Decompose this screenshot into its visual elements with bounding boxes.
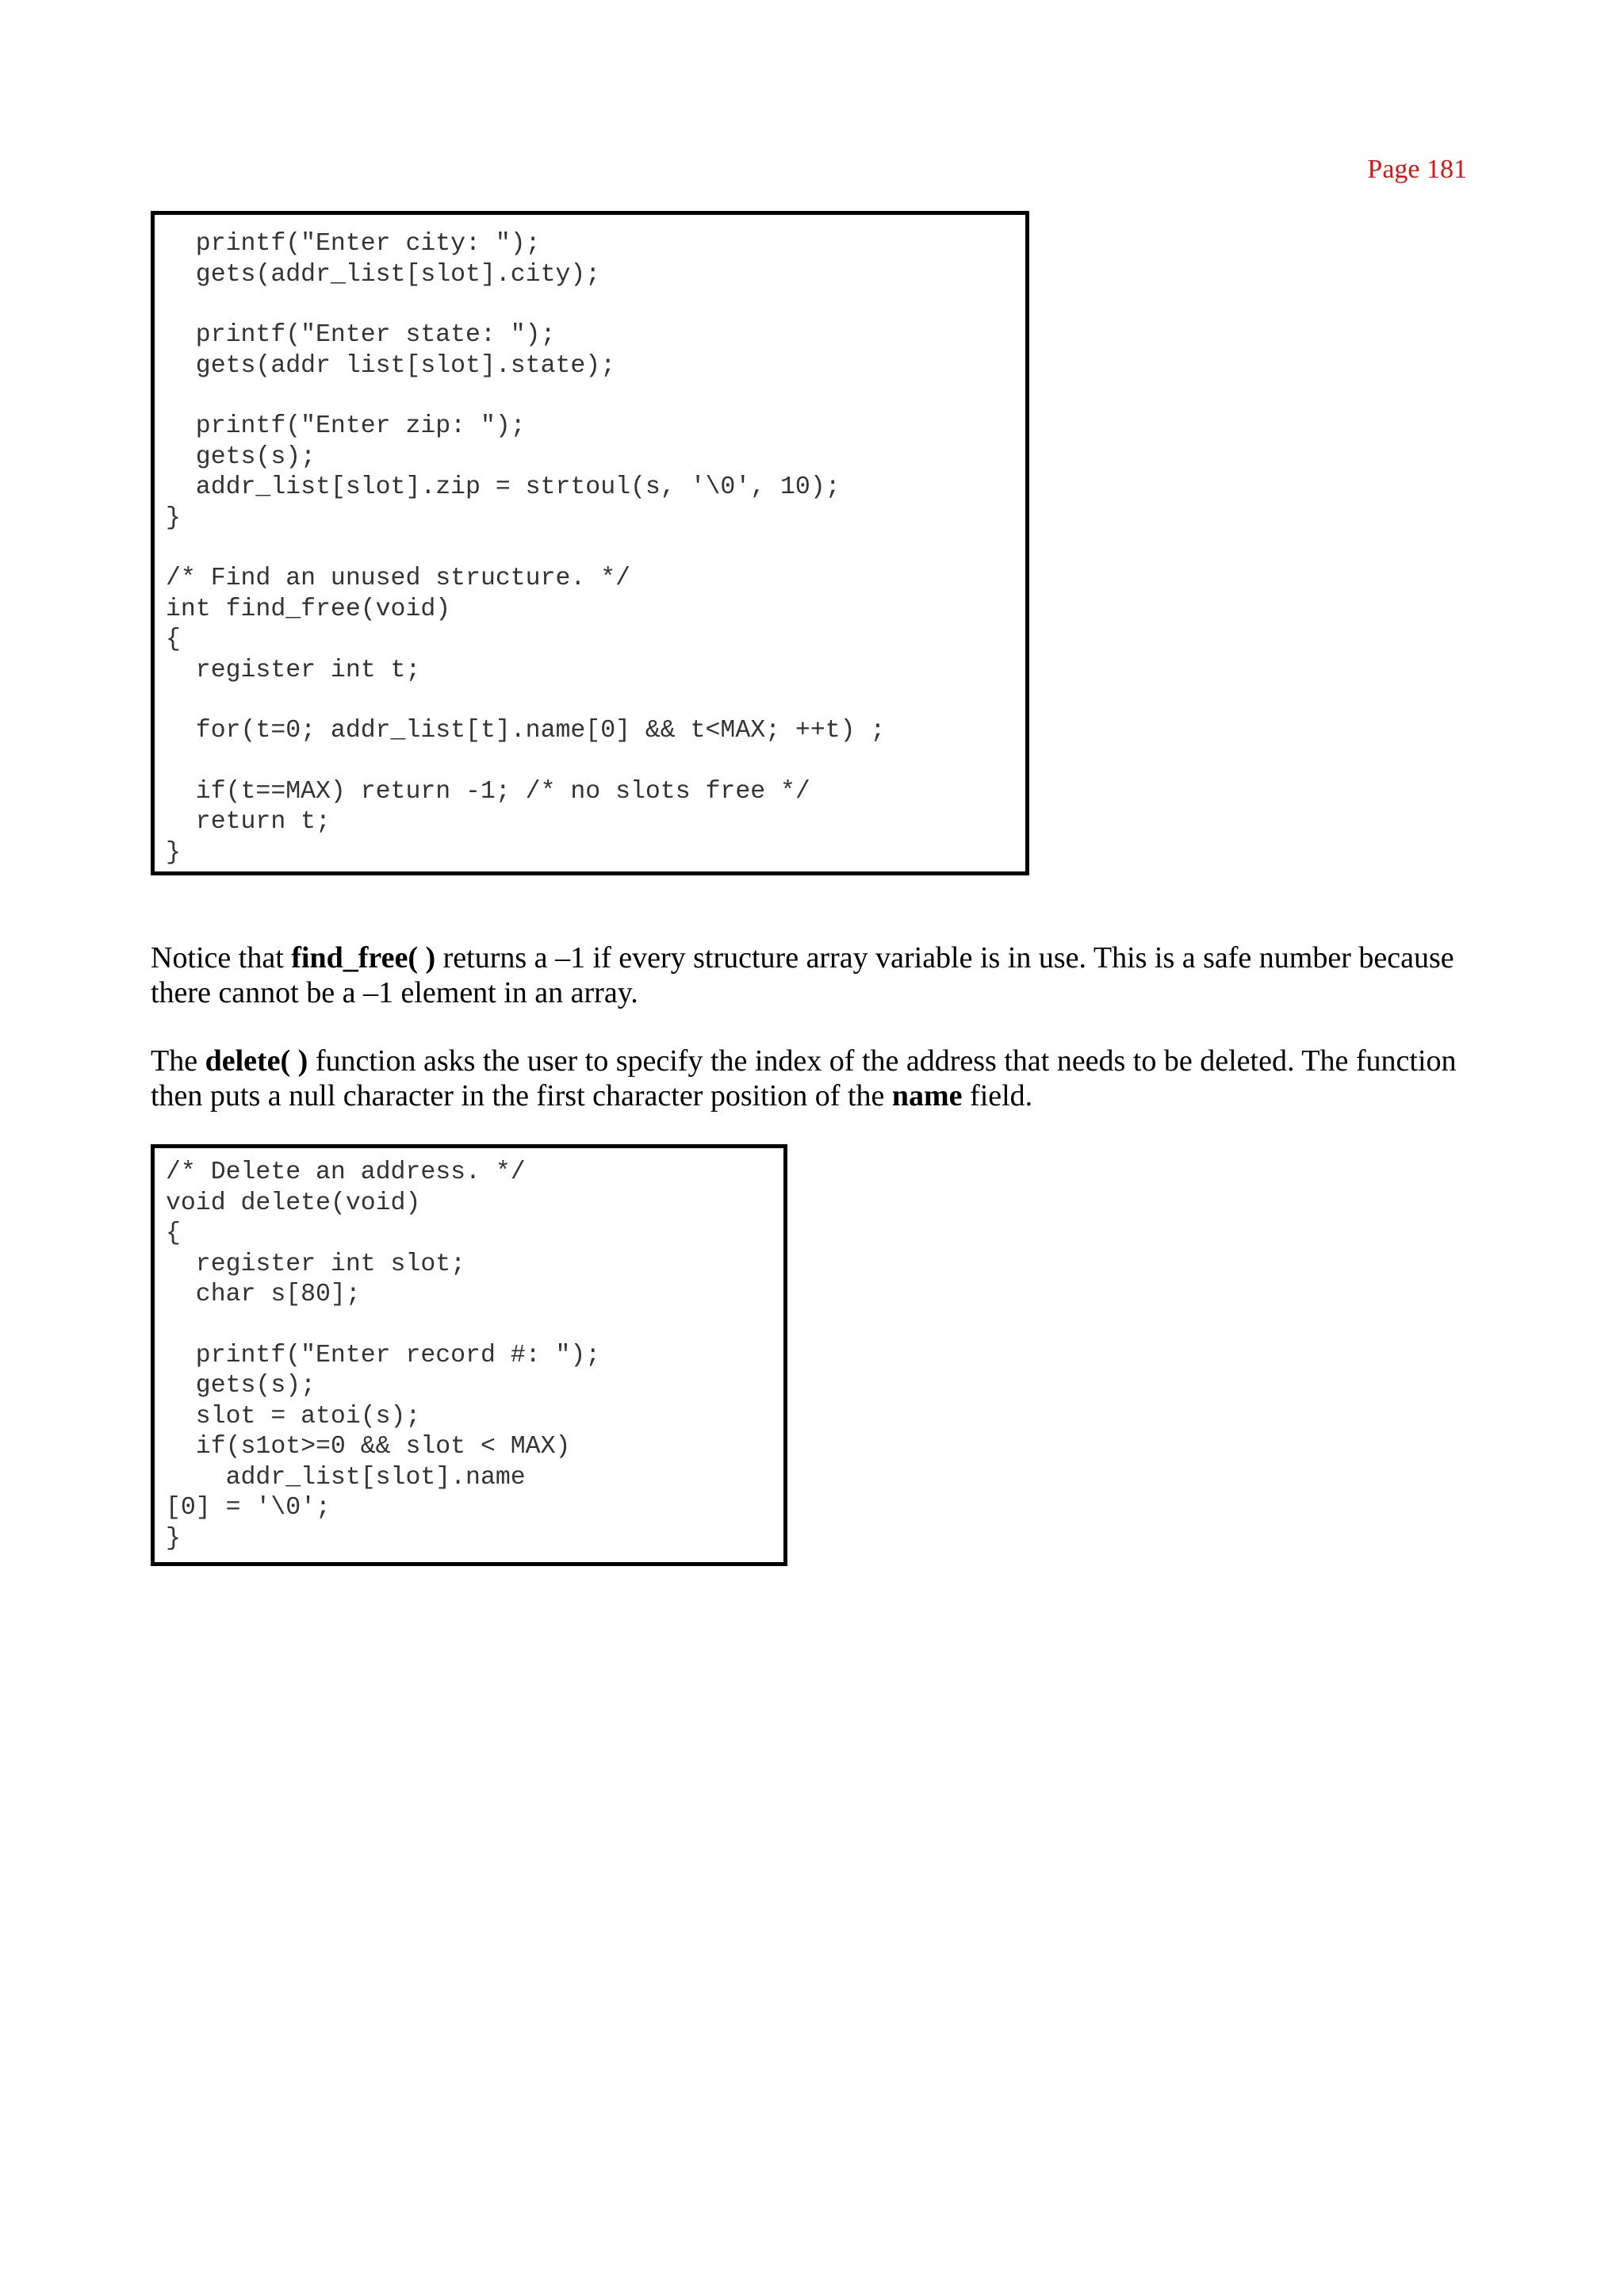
- code-blank-line: [166, 686, 1025, 716]
- code-line: printf("Enter record #: ");: [166, 1341, 601, 1369]
- code-line: if(t==MAX) return -1; /* no slots free */: [166, 777, 810, 806]
- paragraph-text: Notice that: [151, 941, 292, 975]
- code-line: char s[80];: [166, 1281, 361, 1308]
- code-line: addr_list[slot].zip = strtoul(s, '\0', 10);: [166, 473, 841, 501]
- code-blank-line: [166, 747, 1025, 777]
- code-blank-line: [166, 290, 1025, 320]
- inline-code-find-free: find_free( ): [291, 941, 436, 975]
- inline-code-delete: delete( ): [205, 1044, 308, 1078]
- paragraph-text: The: [151, 1044, 205, 1078]
- code-line: gets(s);: [166, 442, 316, 471]
- code-line: printf("Enter city: ");: [166, 230, 541, 258]
- code-blank-line: [166, 381, 1025, 412]
- code-line: gets(addr_list[slot].city);: [166, 260, 601, 289]
- page-number: Page 181: [1367, 155, 1467, 184]
- code-line: gets(addr list[slot].state);: [166, 351, 616, 380]
- code-listing-find-free: [151, 211, 1029, 875]
- code-blank-line: [166, 1311, 783, 1341]
- paragraph-text: function asks the user to specify the index of the address that needs to be deleted. The function then puts a null character in the first character position of the: [151, 1044, 1457, 1113]
- code-line: slot = atoi(s);: [166, 1402, 421, 1430]
- code-line: int find_free(void): [166, 595, 451, 623]
- code-line: {: [166, 626, 181, 653]
- code-line: /* Find an unused structure. */: [166, 565, 630, 592]
- code-line: register int slot;: [166, 1250, 466, 1278]
- code-line: printf("Enter state: ");: [166, 321, 556, 349]
- code-line: /* Delete an address. */: [166, 1158, 526, 1186]
- paragraph-find-free-note: [151, 940, 1499, 1010]
- code-line: for(t=0; addr_list[t].name[0] && t<MAX; ++t) ;: [166, 717, 886, 745]
- code-line: }: [166, 504, 181, 532]
- code-line: return t;: [166, 808, 331, 836]
- code-line: if(s1ot>=0 && slot < MAX): [166, 1433, 571, 1461]
- code-line: {: [166, 1220, 181, 1247]
- inline-field-name: name: [891, 1079, 963, 1113]
- code-line: printf("Enter zip: ");: [166, 412, 526, 440]
- paragraph-delete-description: [151, 1044, 1499, 1113]
- code-line: void delete(void): [166, 1189, 421, 1217]
- code-listing-delete: [151, 1144, 787, 1566]
- code-line: gets(s);: [166, 1372, 316, 1400]
- paragraph-text: returns a –1 if every structure array variable is in use. This is a safe number because there cannot be a –1 element in an array.: [151, 941, 1454, 1009]
- paragraph-text: field.: [962, 1079, 1033, 1113]
- code-blank-line: [166, 534, 1025, 564]
- code-line: register int t;: [166, 656, 421, 684]
- code-line: }: [166, 838, 181, 867]
- code-line: }: [166, 1524, 181, 1553]
- code-line: addr_list[slot].name: [166, 1463, 526, 1492]
- code-line: [0] = '\0';: [166, 1494, 331, 1522]
